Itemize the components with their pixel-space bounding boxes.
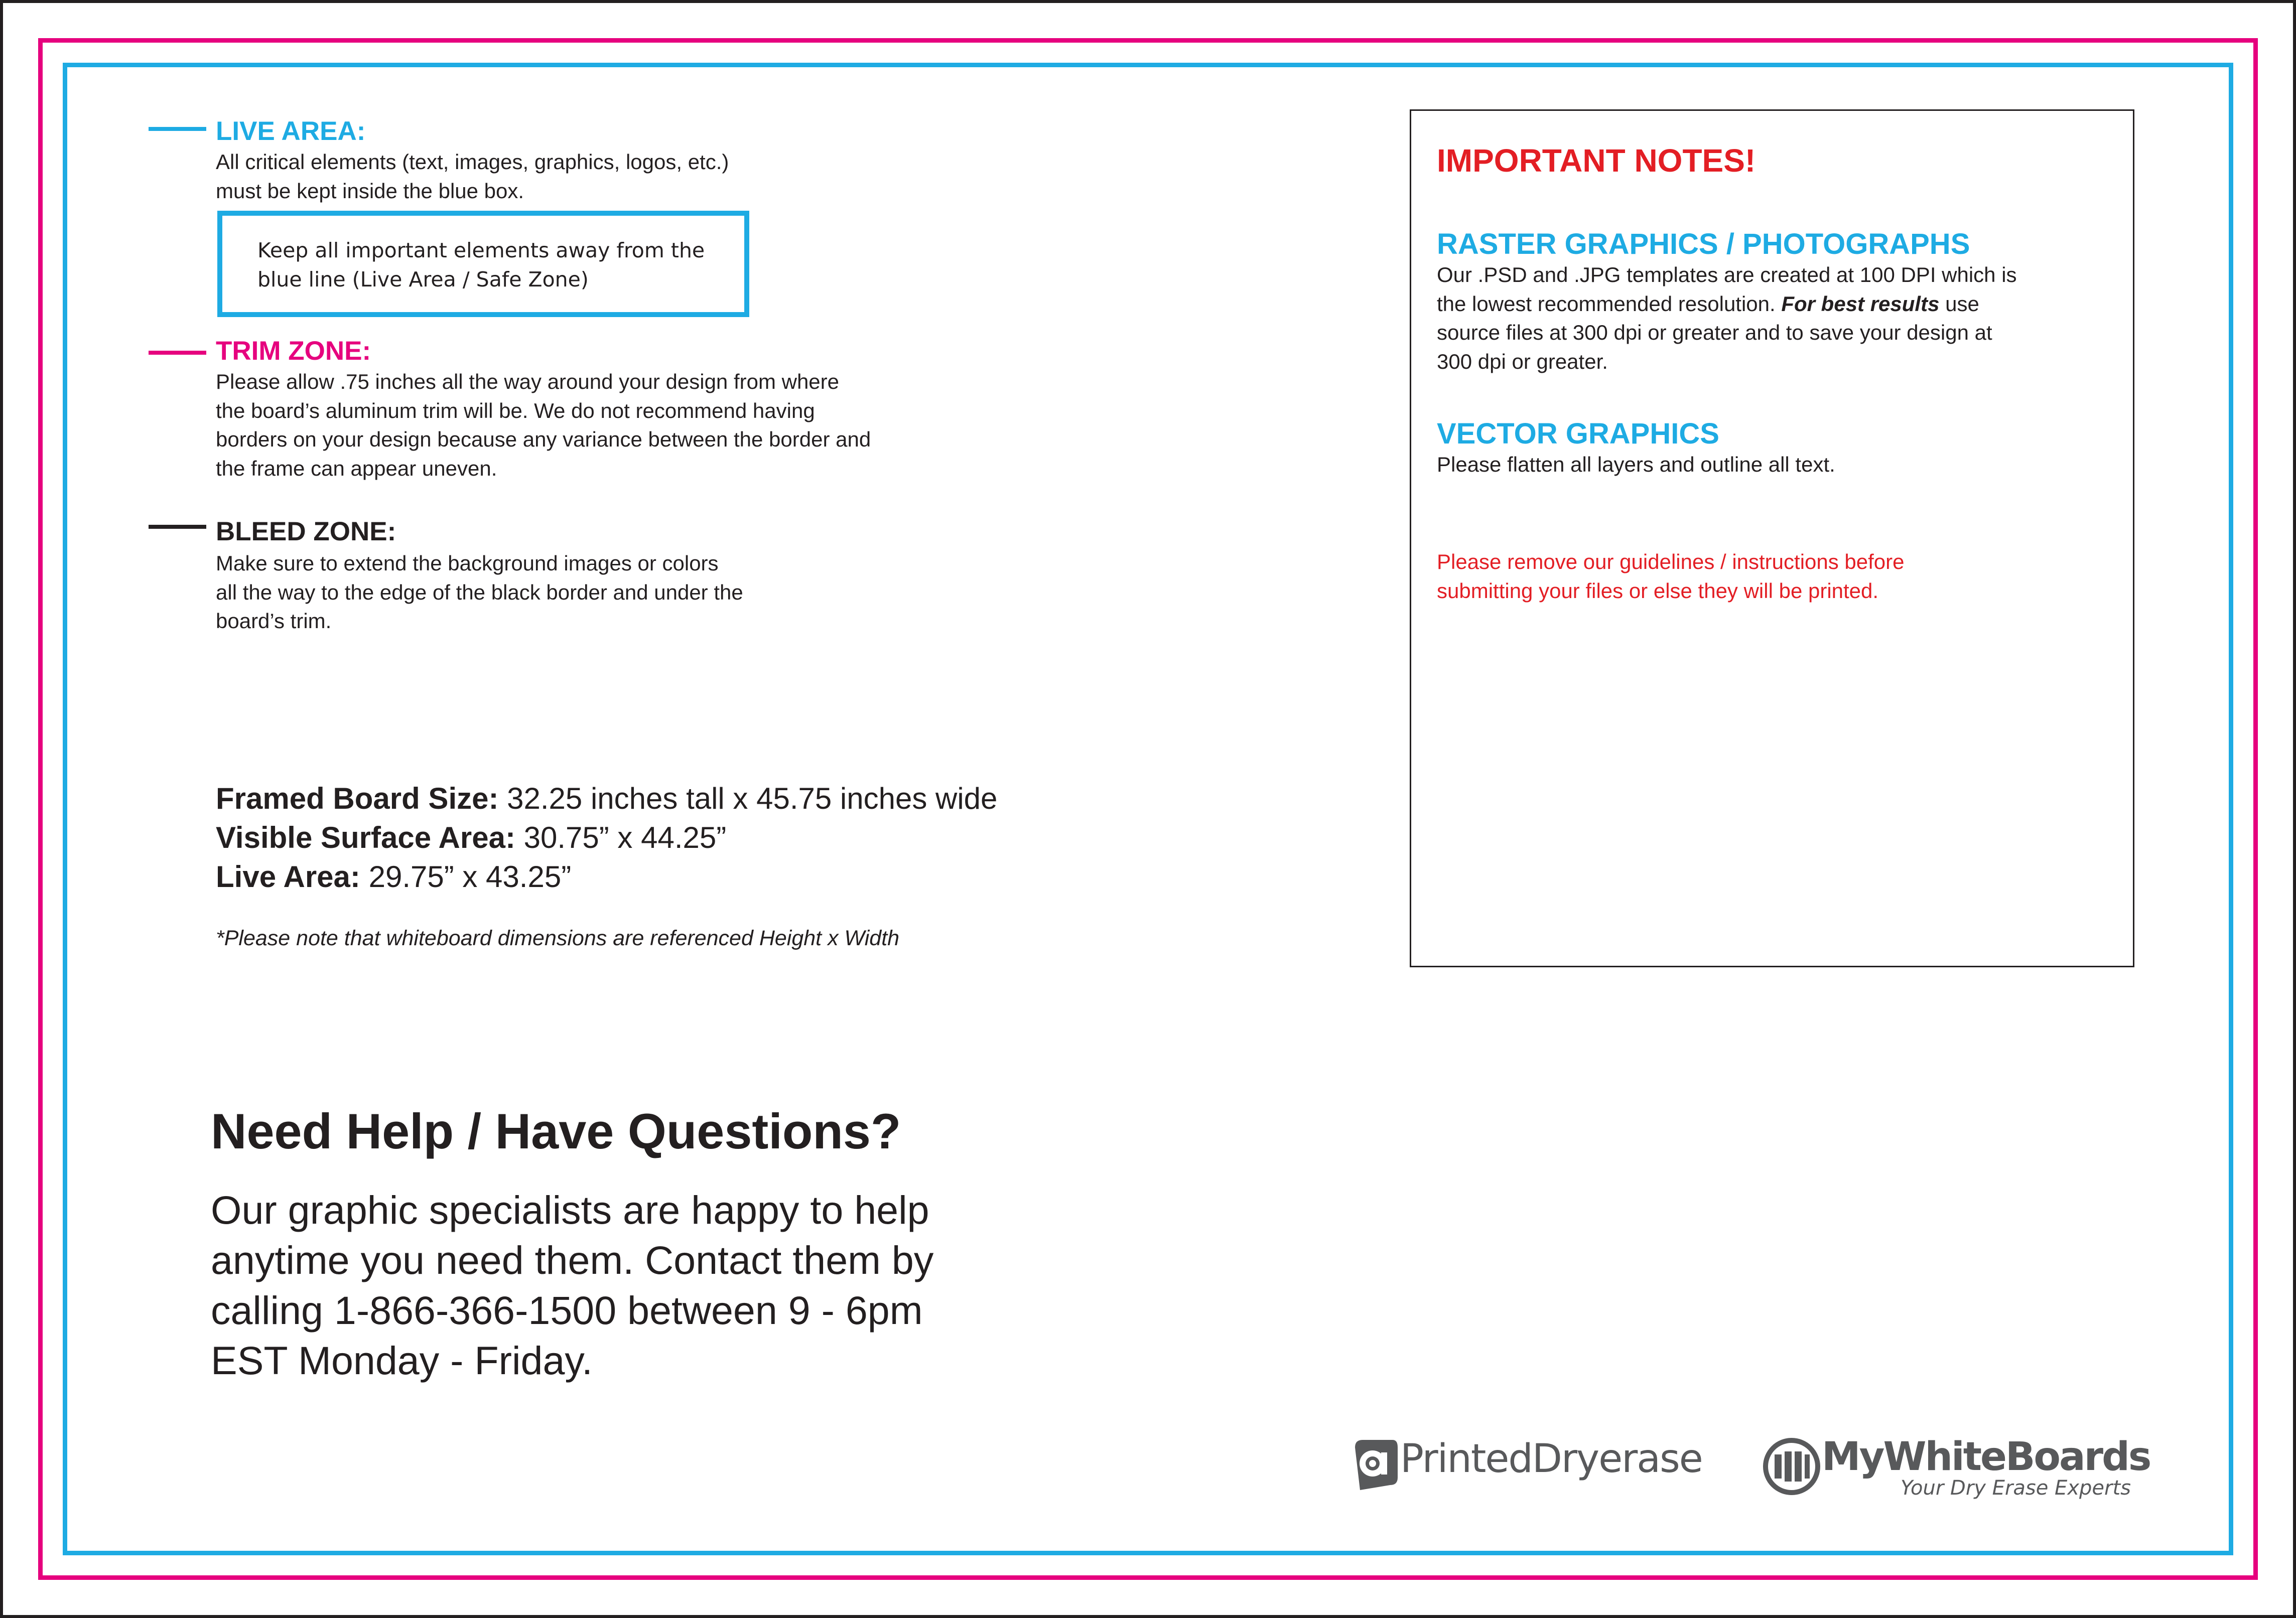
- live-area-title: LIVE AREA:: [216, 116, 366, 146]
- help-line: EST Monday - Friday.: [211, 1338, 593, 1383]
- dimensions-footnote: *Please note that whiteboard dimensions are referenced Height x Width: [216, 926, 900, 950]
- raster-text: use: [1939, 291, 1979, 316]
- help-line: Our graphic specialists are happy to help: [211, 1188, 929, 1232]
- raster-emphasis: For best results: [1781, 291, 1940, 316]
- bleed-zone-legend-line: [149, 525, 206, 529]
- important-notes-box: [1410, 109, 2134, 967]
- trim-zone-title: TRIM ZONE:: [216, 336, 371, 366]
- printed-dryerase-logo-mark-icon: [1350, 1437, 1400, 1493]
- live-area-size-value: 29.75” x 43.25”: [360, 860, 572, 894]
- framed-size-value: 32.25 inches tall x 45.75 inches wide: [498, 782, 998, 815]
- visible-area-row: [216, 818, 997, 857]
- live-area-legend-line: [149, 127, 206, 131]
- visible-area-label: Visible Surface Area:: [216, 821, 515, 854]
- trim-zone-line: the board’s aluminum trim will be. We do not recommend having: [216, 398, 815, 422]
- live-area-line: must be kept inside the blue box.: [216, 179, 524, 203]
- live-area-line: All critical elements (text, images, graphics, logos, etc.): [216, 150, 729, 174]
- bleed-zone-title: BLEED ZONE:: [216, 517, 396, 546]
- mywhiteboards-logo-text: MyWhiteBoards: [1822, 1434, 2150, 1480]
- callout-line: blue line (Live Area / Safe Zone): [257, 267, 589, 291]
- raster-line: [1437, 289, 2017, 319]
- mywhiteboards-logo-mark-icon: [1763, 1437, 1821, 1496]
- help-line: anytime you need them. Contact them by: [211, 1238, 934, 1282]
- visible-area-value: 30.75” x 44.25”: [515, 821, 727, 854]
- vector-graphics-body: Please flatten all layers and outline all text.: [1437, 453, 1835, 476]
- live-area-callout-text: [257, 236, 705, 294]
- bleed-zone-description: [216, 549, 743, 636]
- bleed-zone-line: Make sure to extend the background images or colors: [216, 551, 719, 575]
- raster-text: the lowest recommended resolution.: [1437, 291, 1782, 316]
- raster-line: 300 dpi or greater.: [1437, 349, 1608, 373]
- trim-zone-description: [216, 367, 871, 483]
- printed-dryerase-logo-text: PrintedDryerase: [1400, 1436, 1702, 1482]
- raster-graphics-title: RASTER GRAPHICS / PHOTOGRAPHS: [1437, 228, 1970, 260]
- raster-line: Our .PSD and .JPG templates are created at 100 DPI which is: [1437, 263, 2017, 286]
- trim-zone-line: borders on your design because any variance between the border and: [216, 427, 871, 451]
- framed-size-row: [216, 779, 997, 818]
- trim-zone-legend-line: [149, 351, 206, 355]
- vector-graphics-title: VECTOR GRAPHICS: [1437, 417, 1719, 450]
- bleed-zone-line: board’s trim.: [216, 609, 332, 633]
- board-dimensions: [216, 779, 997, 897]
- help-body: [211, 1185, 933, 1386]
- framed-size-label: Framed Board Size:: [216, 782, 499, 815]
- live-area-size-row: [216, 857, 997, 897]
- trim-zone-line: Please allow .75 inches all the way around your design from where: [216, 370, 840, 393]
- help-title: Need Help / Have Questions?: [211, 1103, 901, 1159]
- mywhiteboards-tagline: Your Dry Erase Experts: [1901, 1477, 2131, 1500]
- raster-graphics-body: [1437, 260, 2017, 376]
- trim-zone-line: the frame can appear uneven.: [216, 456, 497, 480]
- warning-line: submitting your files or else they will be printed.: [1437, 578, 1879, 603]
- important-notes-title: IMPORTANT NOTES!: [1437, 142, 1756, 179]
- live-area-callout-box: [217, 211, 749, 317]
- warning-line: Please remove our guidelines / instructions before: [1437, 550, 1905, 573]
- help-line: calling 1-866-366-1500 between 9 - 6pm: [211, 1288, 923, 1333]
- raster-line: source files at 300 dpi or greater and to save your design at: [1437, 321, 1992, 344]
- bleed-zone-line: all the way to the edge of the black border and under the: [216, 580, 743, 604]
- live-area-description: [216, 148, 729, 205]
- removal-warning: [1437, 547, 1905, 605]
- callout-line: Keep all important elements away from the: [257, 238, 705, 262]
- live-area-size-label: Live Area:: [216, 860, 360, 894]
